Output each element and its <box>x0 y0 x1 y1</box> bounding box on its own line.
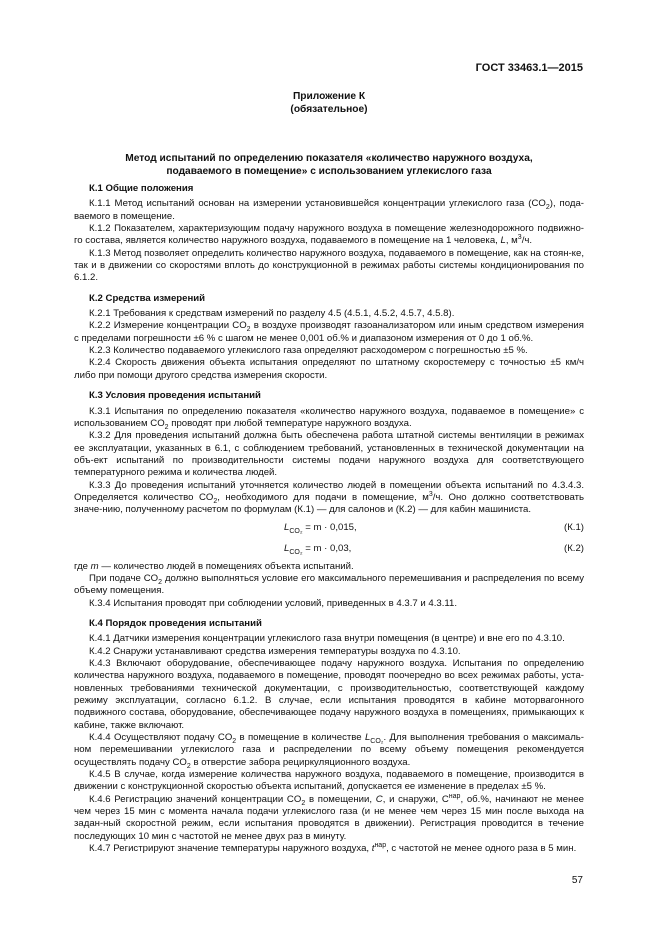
section-k2-title: К.2 Средства измерений <box>89 292 206 304</box>
para-k1-2: К.1.2 Показателем, характеризующим подачу наружного воздуха в помещение железнодорожного подвижно-го состава, является количество наружного воздуха, подаваемого в помещение на 1 человека, L, $м^3/ч$. <box>74 223 584 247</box>
formula-explanation: где m — количество людей в помещениях объекта испытаний. <box>74 560 354 572</box>
para-k2-2: К.2.2 Измерение концентрации $CO_2$ в воздухе производят газоанализатором или иным средством измерения с пределами погрешности ±6 % с шагом не менее 0,001 об.% и диапазоном измерения от 0 до 1 об.%. <box>74 320 584 344</box>
formula-k2-number: (К.2) <box>564 542 584 554</box>
page-number: 57 <box>571 875 583 886</box>
para-k2-1: К.2.1 Требования к средствам измерений по разделу 4.5 (4.5.1, 4.5.2, 4.5.7, 4.5.8). <box>89 308 455 320</box>
section-k3-title: К.3 Условия проведения испытаний <box>89 390 261 402</box>
document-title <box>74 152 584 178</box>
para-k1-1: К.1.1 Метод испытаний основан на измерении установившейся концентрации углекислого газа $(CO_2)$, пода-ваемого в помещение. <box>74 198 584 222</box>
para-k4-1: К.4.1 Датчики измерения концентрации углекислого газа внутри помещения (в центре) и вне его по 4.3.10. <box>89 633 565 645</box>
para-k2-4: К.2.4 Скорость движения объекта испытания определяют по штатному скоростемеру с точностью ±5 км/ч либо при помощи другого средства измерения скорости. <box>74 357 584 381</box>
para-k1-3: К.1.3 Метод позволяет определить количество наружного воздуха, подаваемого в помещение, как на стоян-ке, так и в движении со скоростями вплоть до конструкционной в режимах работы системы кондиционирования по 6.1.2. <box>74 247 584 284</box>
para-k4-3: К.4.3 Включают оборудование, обеспечивающее подачу наружного воздуха. Испытания по определению количества наружного воздуха, подаваемого в помещение, проводят поочередно во всех режимах работы, уста-новленных требованиями технической документации, с производительностью, соответствующей каждому режиму эксплуатации, согласно 6.1.2. В случае, если испытания проводятся в кабине моторвагонного подвижного состава, оборудование, обеспечивающее подачу наружного воздуха в помещениях, примыкающих к кабине, также включают. <box>74 658 584 731</box>
section-k1-title: К.1 Общие положения <box>89 183 194 194</box>
para-k3-mixing: При подаче $CO_2$ должно выполняться условие его максимального перемешивания и распределения по всему объему помещения. <box>74 572 584 597</box>
formula-k2: $L_{CO_2} = m \cdot 0,03$, (К.2) <box>284 542 584 556</box>
document-title-line1: Метод испытаний по определению показателя «количество наружного воздуха, <box>125 153 533 164</box>
formula-k1: $L_{CO_2} = m \cdot 0,015$, (К.1) <box>284 521 584 535</box>
para-k3-4: К.3.4 Испытания проводят при соблюдении условий, приведенных в 4.3.7 и 4.3.11. <box>89 597 458 609</box>
appendix-title: Приложение К <box>292 91 366 102</box>
para-k3-3: К.3.3 До проведения испытаний уточняется количество людей в помещении объекта испытаний по 4.3.4.3. Определяется количество $CO_2$, необходимого для подачи в помещение, $м^3/ч$. Оно должно соответствовать значе-нию, полученному расчетом по формулам (К.1) — для салонов и (К.2) — для кабин машиниста. <box>74 479 584 516</box>
standard-header: ГОСТ 33463.1—2015 <box>475 62 583 74</box>
document-body <box>74 183 584 856</box>
appendix-heading <box>74 90 584 116</box>
para-k4-4: К.4.4 Осуществляют подачу $CO_2$ в помещение в количестве $L_{CO_2}$. Для выполнения требования о максималь-ном перемешивании углекислого газа и распределении по всему объему помещения рекомендуется осуществлять подачу $CO_2$ в отверстие забора рециркуляционного воздуха. <box>74 732 585 770</box>
para-k4-2: К.4.2 Снаружи устанавливают средства измерения температуры воздуха по 4.3.10. <box>89 645 461 657</box>
section-k4-title: К.4 Порядок проведения испытаний <box>89 617 262 629</box>
appendix-status: (обязательное) <box>290 104 368 115</box>
para-k3-1: К.3.1 Испытания по определению показателя «количество наружного воздуха, подаваемое в помещение» с использованием $CO_2$ проводят при любой температуре наружного воздуха. <box>74 405 584 431</box>
para-k2-3: К.2.3 Количество подаваемого углекислого газа определяют расходомером с погрешностью ±5 %. <box>89 345 528 357</box>
para-k3-2: К.3.2 Для проведения испытаний должна быть обеспечена работа штатной системы вентиляции в режимах ее эксплуатации, указанных в 6.1, с соблюдением требований, установленных в технической документации на объ-ект испытаний по производительности системы подачи наружного воздуха для соответствующего температурного режима и количества людей. <box>74 430 584 479</box>
formula-k1-number: (К.1) <box>564 521 584 533</box>
para-k4-6: К.4.6 Регистрацию значений концентрации $CO_2$ в помещении, C, и снаружи, $C^{нар}$, об.%, начинают не менее чем через 15 мин с момента начала подачи углекислого газа (и не менее чем через 15 мин после выхода на задан-ный скоростной режим, если испытания проводятся в движении). Регистрация проводится в течение последующих 10 мин с частотой не менее двух раз в минуту. <box>74 792 584 842</box>
para-k4-5: К.4.5 В случае, когда измерение количества наружного воздуха, подаваемого в помещение, производится в движении с конструкционной скоростью объекта испытаний, допускается ее изменение в пределах ±5 %. <box>74 769 584 793</box>
para-k4-7: К.4.7 Регистрируют значение температуры наружного воздуха, $t^{нар}$, с частотой не менее одного раза в 5 мин. <box>89 841 577 855</box>
document-title-line2: подаваемого в помещение» с использованием углекислого газа <box>166 166 492 177</box>
